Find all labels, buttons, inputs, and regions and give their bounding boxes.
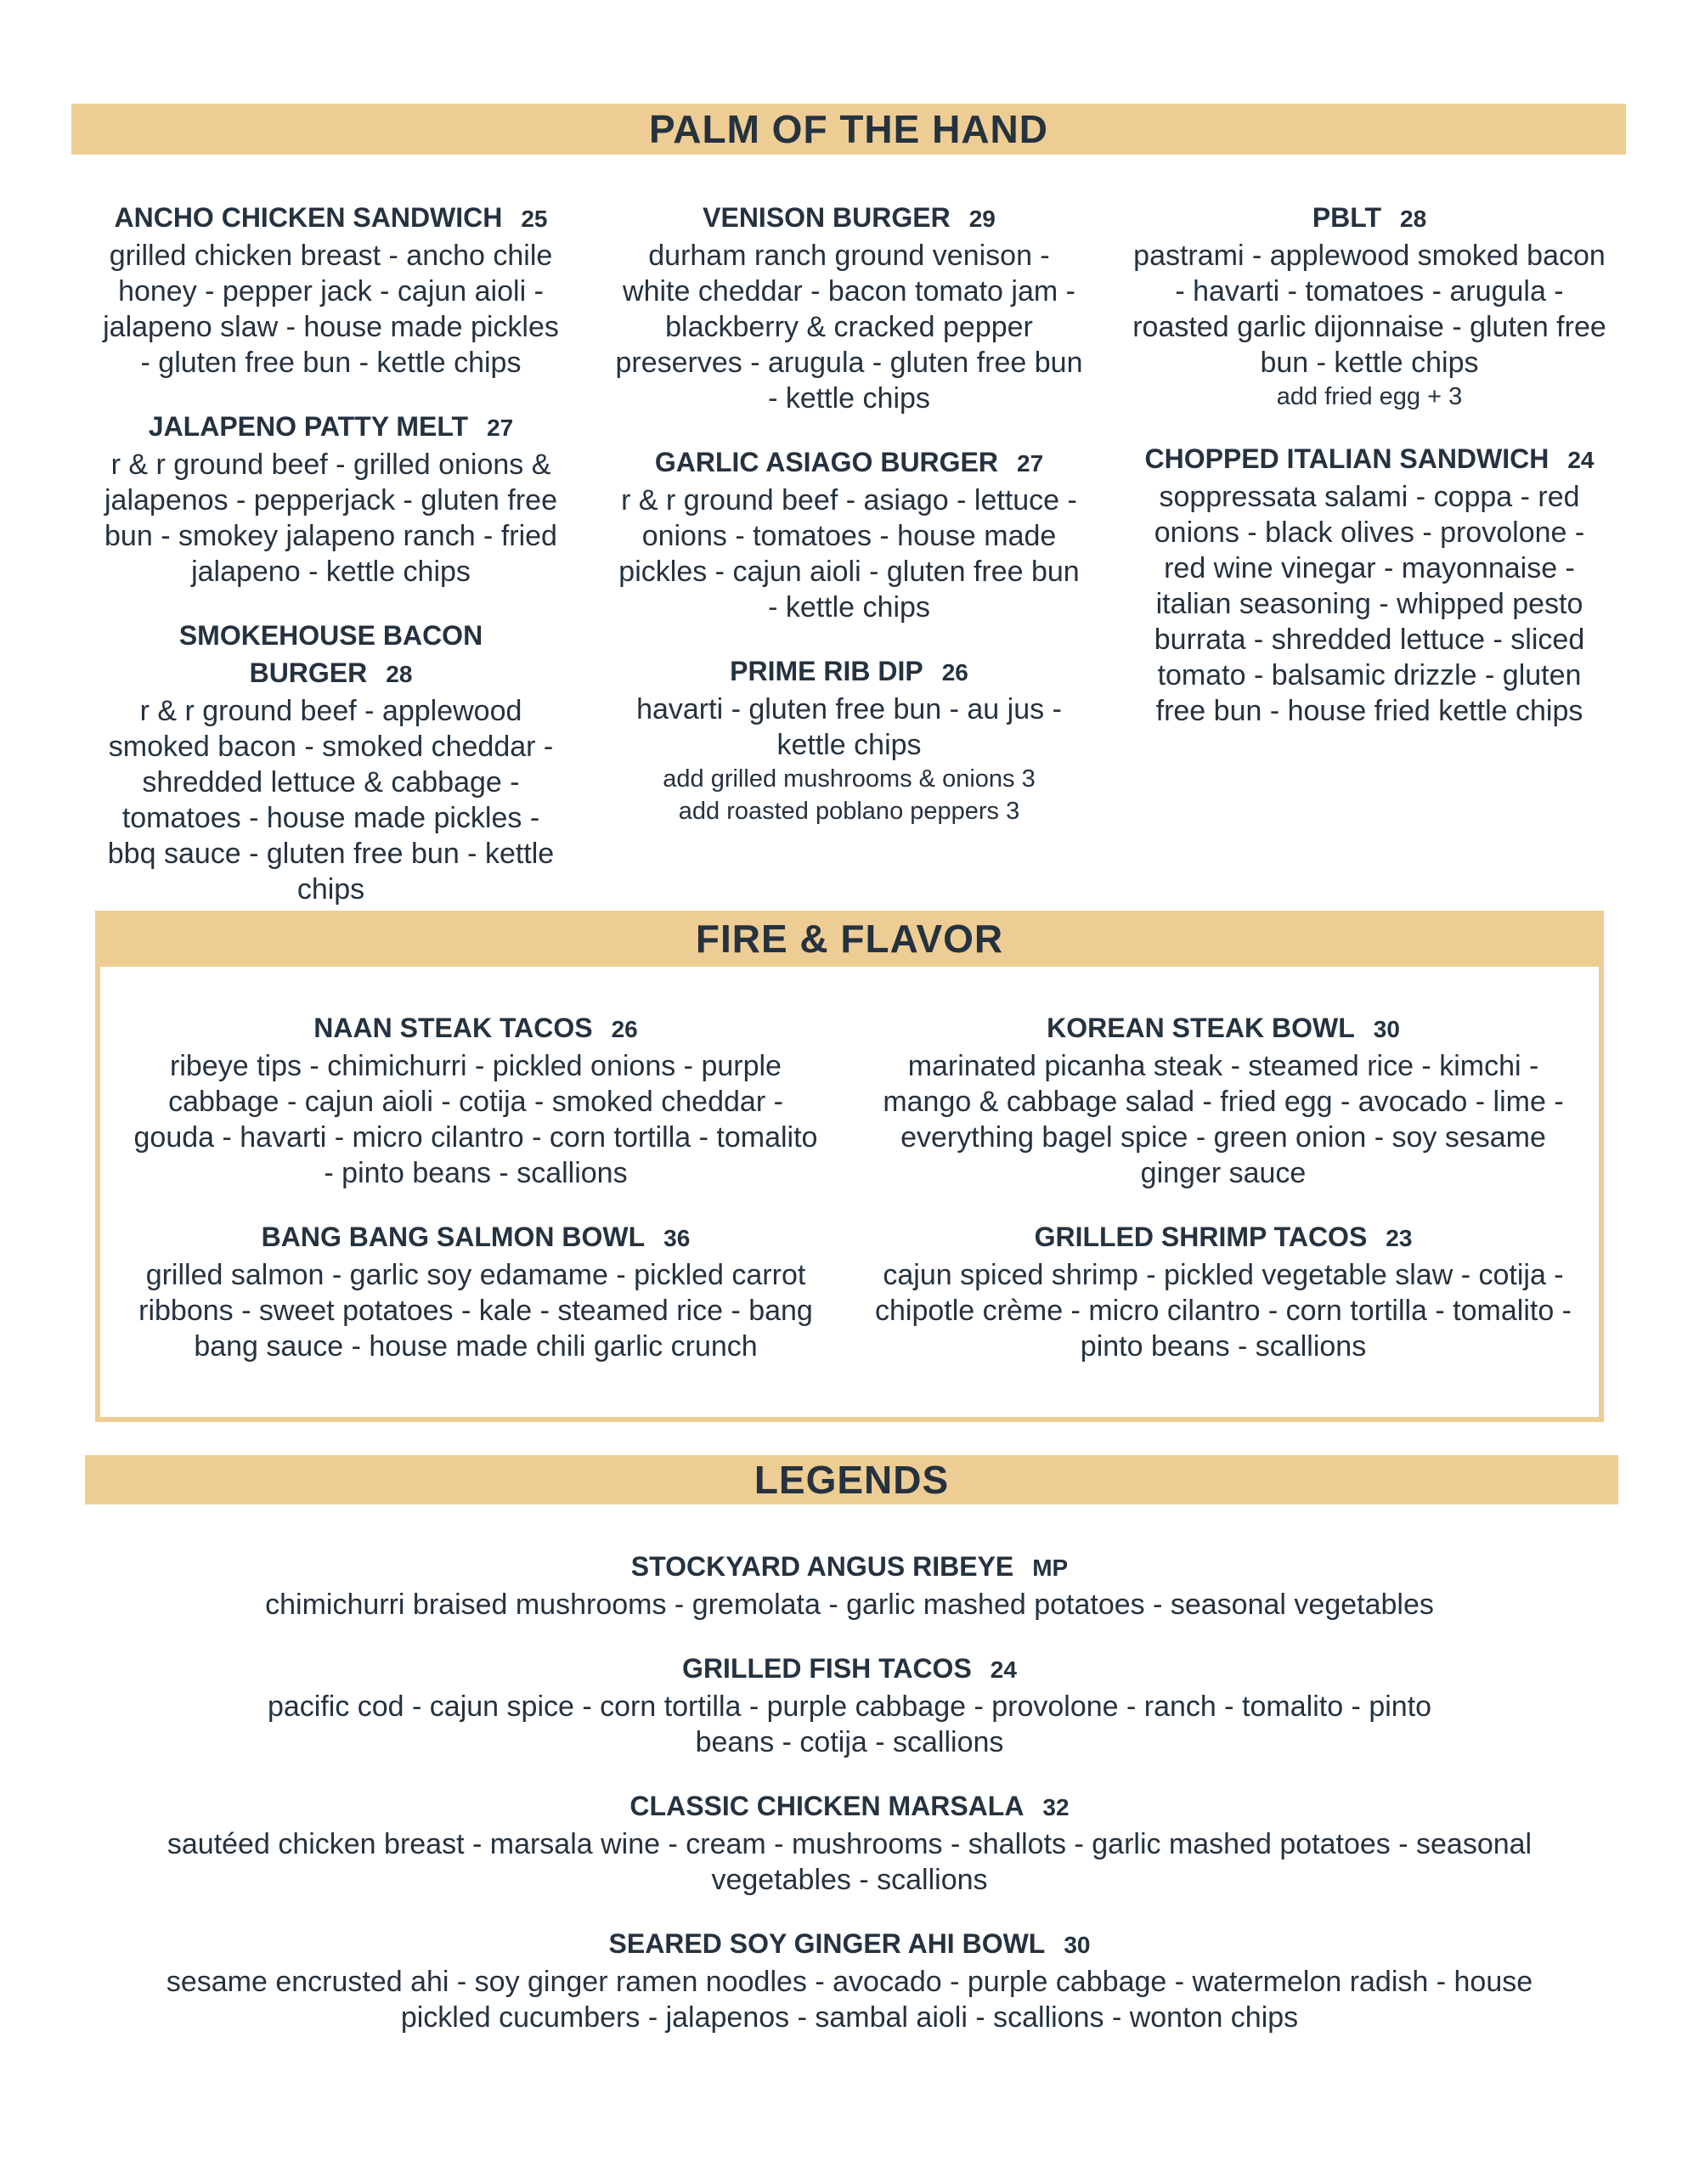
item-price: 30 [1373,1016,1400,1042]
item-price: 26 [941,659,968,686]
section-title: PALM OF THE HAND [648,107,1048,151]
item-name: VENISON BURGER [703,202,951,233]
item-name: CHOPPED ITALIAN SANDWICH [1144,443,1549,474]
item-name: KOREAN STEAK BOWL [1047,1013,1355,1043]
item-description: ribeye tips - chimichurri - pickled onions - purple cabbage - cajun aioli - cotija - smoked cheddar - gouda - havarti - micro cilantro - corn tortilla - tomalito - pinto beans - scallions [133,1050,818,1189]
menu-column-palm-3 [1132,199,1607,756]
item-description: cajun spiced shrimp - pickled vegetable slaw - cotija - chipotle crème - micro cilantro - corn tortilla - tomalito - pinto beans - scallions [875,1259,1572,1363]
item-name: PBLT [1312,202,1381,233]
item-price: 28 [386,661,413,687]
menu-column-legends [110,1548,1589,2063]
item-description: grilled salmon - garlic soy edamame - pickled carrot ribbons - sweet potatoes - kale - steamed rice - bang bang sauce - house made chili garlic crunch [138,1259,813,1363]
item-description: durham ranch ground venison - white cheddar - bacon tomato jam - blackberry & cracked pepper preserves - arugula - gluten free bun - kettle chips [615,240,1083,415]
menu-item [875,1009,1572,1191]
item-addon: add roasted poblano peppers 3 [678,798,1020,825]
menu-item [95,617,567,907]
menu-item [127,1009,824,1191]
menu-item [110,1925,1589,2035]
item-description: pacific cod - cajun spice - corn tortilla - purple cabbage - provolone - ranch - tomalito - pinto beans - cotija - scallions [267,1690,1432,1758]
item-price: 25 [521,206,548,232]
item-description: sesame encrusted ahi - soy ginger ramen noodles - avocado - purple cabbage - watermelon radish - house pickled cucumbers - jalapenos - sambal aioli - scallions - wonton chips [166,1966,1533,2034]
item-name: GARLIC ASIAGO BURGER [654,447,998,477]
menu-column-fire-2 [875,1009,1572,1391]
item-name: SEARED SOY GINGER AHI BOWL [608,1928,1046,1959]
item-price: 23 [1386,1225,1413,1251]
item-description: r & r ground beef - asiago - lettuce - onions - tomatoes - house made pickles - cajun aioli - gluten free bun - kettle chips [618,484,1080,624]
item-description: pastrami - applewood smoked bacon - havarti - tomatoes - arugula - roasted garlic dijonnaise - gluten free bun - kettle chips [1132,240,1606,379]
item-name: STOCKYARD ANGUS RIBEYE [630,1551,1014,1582]
menu-column-palm-1 [95,199,567,934]
menu-column-palm-2 [613,199,1085,855]
menu-item [110,1787,1589,1898]
menu-item [110,1548,1589,1622]
item-description: chimichurri braised mushrooms - gremolata - garlic mashed potatoes - seasonal vegetables [265,1589,1434,1621]
menu-item [613,443,1085,625]
item-price: 27 [487,415,514,441]
item-name: NAAN STEAK TACOS [313,1013,593,1043]
menu-item [110,1650,1589,1760]
section-header-palm-of-the-hand [71,104,1626,155]
item-name: CLASSIC CHICKEN MARSALA [629,1791,1024,1821]
item-name: JALAPENO PATTY MELT [148,411,469,442]
item-description: grilled chicken breast - ancho chile honey - pepper jack - cajun aioli - jalapeno slaw - house made pickles - gluten free bun - kettle chips [103,240,559,379]
item-name: BANG BANG SALMON BOWL [261,1222,646,1252]
menu-item [1132,440,1607,729]
item-name: SMOKEHOUSE BACON BURGER [178,620,483,688]
menu-item [613,199,1085,416]
section-title: LEGENDS [754,1458,950,1502]
item-name: GRILLED SHRIMP TACOS [1034,1222,1368,1252]
item-name: PRIME RIB DIP [730,656,923,686]
menu-item [95,408,567,590]
section-header-legends [85,1455,1618,1504]
item-price: 36 [663,1225,691,1251]
section-title: FIRE & FLAVOR [695,917,1004,961]
menu-item [95,199,567,381]
menu-item [1132,199,1607,413]
item-price: 26 [611,1016,638,1042]
item-price: 29 [968,206,996,232]
menu-item [613,652,1085,827]
menu-column-fire-1 [127,1009,824,1391]
item-price: 27 [1017,450,1044,477]
section-header-fire-and-flavor [95,911,1604,967]
item-description: r & r ground beef - grilled onions & jalapenos - pepperjack - gluten free bun - smokey jalapeno ranch - fried jalapeno - kettle chips [104,449,557,588]
item-price: 32 [1042,1794,1070,1820]
item-addon: add grilled mushrooms & onions 3 [663,765,1036,793]
item-price: MP [1032,1555,1069,1581]
item-description: r & r ground beef - applewood smoked bacon - smoked cheddar - shredded lettuce & cabbage - tomatoes - house made pickles - bbq sauce - gluten free bun - kettle chips [107,695,555,906]
item-price: 24 [990,1656,1017,1683]
item-addon: add fried egg + 3 [1276,383,1463,410]
item-price: 30 [1064,1932,1091,1958]
item-price: 28 [1400,206,1427,232]
menu-item [875,1218,1572,1364]
item-description: marinated picanha steak - steamed rice - kimchi - mango & cabbage salad - fried egg - avocado - lime - everything bagel spice - green onion - soy sesame ginger sauce [883,1050,1564,1189]
item-name: ANCHO CHICKEN SANDWICH [114,202,503,233]
item-description: havarti - gluten free bun - au jus - kettle chips [636,693,1062,761]
item-description: sautéed chicken breast - marsala wine - cream - mushrooms - shallots - garlic mashed potatoes - seasonal vegetables - scallions [167,1828,1532,1896]
item-description: soppressata salami - coppa - red onions - black olives - provolone - red wine vinegar - mayonnaise - italian seasoning - whipped pesto burrata - shredded lettuce - sliced tomato - balsamic drizzle - gluten free bun - house fried kettle chips [1154,481,1585,727]
item-name: GRILLED FISH TACOS [682,1653,972,1684]
item-price: 24 [1567,447,1595,473]
menu-item [127,1218,824,1364]
